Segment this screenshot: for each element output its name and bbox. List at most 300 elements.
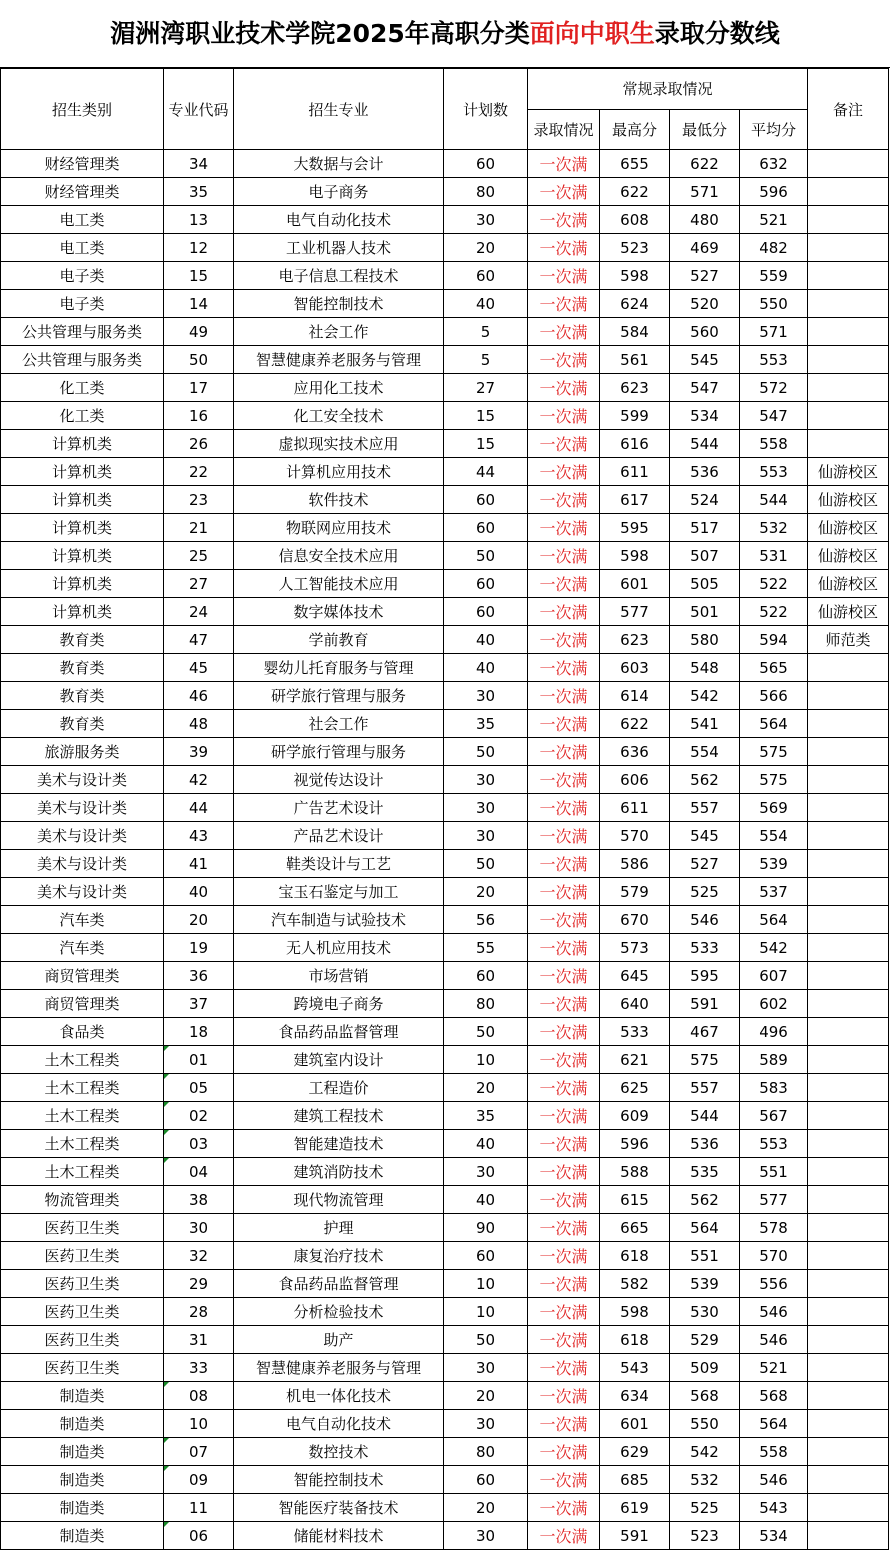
table-row bbox=[1, 1018, 889, 1046]
cell-max bbox=[600, 794, 670, 822]
table-row bbox=[1, 598, 889, 626]
cell-plan bbox=[444, 794, 528, 822]
cell-note bbox=[808, 1438, 889, 1466]
cell-min bbox=[670, 1438, 740, 1466]
cell-category-text: 制造类 bbox=[59, 1499, 105, 1517]
cell-avg bbox=[740, 458, 808, 486]
header-category: 招生类别 bbox=[1, 69, 164, 150]
cell-min-text: 505 bbox=[690, 574, 719, 593]
cell-note bbox=[808, 1074, 889, 1102]
cell-category bbox=[1, 710, 164, 738]
cell-code-text: 31 bbox=[188, 1330, 209, 1349]
cell-status bbox=[528, 262, 600, 290]
cell-avg-text: 570 bbox=[759, 1246, 788, 1265]
table-row bbox=[1, 850, 889, 878]
cell-status-text: 一次满 bbox=[539, 519, 588, 538]
cell-major bbox=[234, 906, 444, 934]
cell-plan bbox=[444, 1298, 528, 1326]
cell-avg bbox=[740, 822, 808, 850]
cell-min bbox=[670, 458, 740, 486]
cell-status-text: 一次满 bbox=[539, 659, 588, 678]
header-plan: 计划数 bbox=[444, 69, 528, 150]
cell-category bbox=[1, 1186, 164, 1214]
cell-category bbox=[1, 682, 164, 710]
cell-status-text: 一次满 bbox=[539, 1527, 588, 1546]
table-row bbox=[1, 1354, 889, 1382]
cell-note bbox=[808, 178, 889, 206]
cell-plan bbox=[444, 1158, 528, 1186]
cell-note bbox=[808, 766, 889, 794]
cell-min-text: 557 bbox=[690, 798, 719, 817]
cell-note-text: 仙游校区 bbox=[818, 519, 879, 537]
cell-plan bbox=[444, 150, 528, 178]
cell-min bbox=[670, 150, 740, 178]
cell-avg-text: 482 bbox=[759, 238, 788, 257]
cell-category-text: 制造类 bbox=[59, 1443, 105, 1461]
cell-status-text: 一次满 bbox=[539, 379, 588, 398]
cell-code-text: 44 bbox=[188, 798, 209, 817]
cell-min-text: 547 bbox=[690, 378, 719, 397]
cell-plan bbox=[444, 878, 528, 906]
cell-max bbox=[600, 178, 670, 206]
cell-plan-text: 35 bbox=[475, 714, 496, 733]
cell-min-text: 535 bbox=[690, 1162, 719, 1181]
cell-code-text: 13 bbox=[188, 210, 209, 229]
cell-status bbox=[528, 150, 600, 178]
cell-max bbox=[600, 542, 670, 570]
cell-max bbox=[600, 962, 670, 990]
cell-max bbox=[600, 430, 670, 458]
cell-avg-text: 565 bbox=[759, 658, 788, 677]
cell-max-text: 591 bbox=[620, 1526, 649, 1545]
cell-max bbox=[600, 486, 670, 514]
cell-max-text: 595 bbox=[620, 518, 649, 537]
cell-plan-text: 40 bbox=[475, 1190, 496, 1209]
cell-min bbox=[670, 1382, 740, 1410]
cell-max bbox=[600, 150, 670, 178]
cell-category bbox=[1, 290, 164, 318]
cell-status-text: 一次满 bbox=[539, 1135, 588, 1154]
cell-category-text: 商贸管理类 bbox=[44, 967, 120, 985]
cell-note bbox=[808, 1214, 889, 1242]
cell-status bbox=[528, 934, 600, 962]
cell-major bbox=[234, 1186, 444, 1214]
cell-category-text: 美术与设计类 bbox=[36, 799, 127, 817]
cell-plan-text: 5 bbox=[480, 350, 491, 369]
cell-plan bbox=[444, 1410, 528, 1438]
cell-avg bbox=[740, 654, 808, 682]
cell-avg bbox=[740, 150, 808, 178]
table-row bbox=[1, 962, 889, 990]
cell-status-text: 一次满 bbox=[539, 575, 588, 594]
cell-category bbox=[1, 1494, 164, 1522]
cell-note bbox=[808, 710, 889, 738]
table-row bbox=[1, 458, 889, 486]
cell-max bbox=[600, 1354, 670, 1382]
cell-avg-text: 532 bbox=[759, 518, 788, 537]
cell-max-text: 598 bbox=[620, 266, 649, 285]
cell-major bbox=[234, 374, 444, 402]
cell-note bbox=[808, 430, 889, 458]
cell-category bbox=[1, 402, 164, 430]
cell-avg bbox=[740, 290, 808, 318]
cell-plan-text: 44 bbox=[475, 462, 496, 481]
cell-avg-text: 521 bbox=[759, 210, 788, 229]
table-row bbox=[1, 738, 889, 766]
cell-major-text: 人工智能技术应用 bbox=[278, 575, 399, 593]
cell-category-text: 美术与设计类 bbox=[36, 883, 127, 901]
cell-min bbox=[670, 486, 740, 514]
cell-major bbox=[234, 738, 444, 766]
cell-plan-text: 10 bbox=[475, 1050, 496, 1069]
cell-code-text: 48 bbox=[188, 714, 209, 733]
cell-status-text: 一次满 bbox=[539, 435, 588, 454]
cell-code-text: 39 bbox=[188, 742, 209, 761]
cell-min bbox=[670, 178, 740, 206]
table-row bbox=[1, 710, 889, 738]
table-row bbox=[1, 1466, 889, 1494]
cell-category-text: 教育类 bbox=[59, 715, 105, 733]
cell-major-text: 研学旅行管理与服务 bbox=[270, 743, 406, 761]
cell-major-text: 鞋类设计与工艺 bbox=[285, 855, 391, 873]
cell-category-text: 计算机类 bbox=[51, 575, 112, 593]
cell-note bbox=[808, 1326, 889, 1354]
cell-avg bbox=[740, 738, 808, 766]
cell-min bbox=[670, 598, 740, 626]
cell-category-text: 化工类 bbox=[59, 407, 105, 425]
cell-marker-icon bbox=[164, 1102, 169, 1107]
cell-plan-text: 20 bbox=[475, 1498, 496, 1517]
cell-code-text: 50 bbox=[188, 350, 209, 369]
cell-min bbox=[670, 1354, 740, 1382]
cell-major-text: 智能控制技术 bbox=[293, 1471, 384, 1489]
cell-max bbox=[600, 262, 670, 290]
cell-min bbox=[670, 822, 740, 850]
cell-major bbox=[234, 1046, 444, 1074]
cell-category-text: 电子类 bbox=[59, 295, 105, 313]
cell-note bbox=[808, 878, 889, 906]
cell-plan bbox=[444, 514, 528, 542]
cell-major-text: 食品药品监督管理 bbox=[278, 1275, 399, 1293]
cell-major bbox=[234, 1438, 444, 1466]
cell-note-text: 仙游校区 bbox=[818, 603, 879, 621]
cell-code bbox=[164, 346, 234, 374]
cell-major-text: 电子商务 bbox=[308, 183, 369, 201]
cell-major-text: 数控技术 bbox=[308, 1443, 369, 1461]
cell-category-text: 制造类 bbox=[59, 1415, 105, 1433]
cell-major bbox=[234, 1102, 444, 1130]
cell-avg bbox=[740, 1298, 808, 1326]
cell-min bbox=[670, 1018, 740, 1046]
table-row bbox=[1, 822, 889, 850]
cell-major-text: 电气自动化技术 bbox=[285, 211, 391, 229]
cell-note-text: 师范类 bbox=[825, 631, 871, 649]
cell-major bbox=[234, 346, 444, 374]
cell-category bbox=[1, 1410, 164, 1438]
cell-min bbox=[670, 1466, 740, 1494]
cell-code bbox=[164, 178, 234, 206]
cell-major-text: 智慧健康养老服务与管理 bbox=[255, 1359, 421, 1377]
cell-major-text: 婴幼儿托育服务与管理 bbox=[263, 659, 414, 677]
cell-plan-text: 20 bbox=[475, 1078, 496, 1097]
cell-major bbox=[234, 178, 444, 206]
cell-code bbox=[164, 262, 234, 290]
cell-code-text: 46 bbox=[188, 686, 209, 705]
cell-status bbox=[528, 1074, 600, 1102]
cell-category-text: 计算机类 bbox=[51, 519, 112, 537]
cell-major bbox=[234, 1242, 444, 1270]
cell-note bbox=[808, 150, 889, 178]
cell-category-text: 医药卫生类 bbox=[44, 1247, 120, 1265]
cell-major bbox=[234, 766, 444, 794]
cell-status bbox=[528, 850, 600, 878]
cell-status-text: 一次满 bbox=[539, 995, 588, 1014]
cell-category-text: 制造类 bbox=[59, 1471, 105, 1489]
cell-major bbox=[234, 458, 444, 486]
cell-category bbox=[1, 878, 164, 906]
cell-avg bbox=[740, 1270, 808, 1298]
cell-max-text: 584 bbox=[620, 322, 649, 341]
cell-major-text: 广告艺术设计 bbox=[293, 799, 384, 817]
cell-category-text: 土木工程类 bbox=[44, 1107, 120, 1125]
cell-category-text: 美术与设计类 bbox=[36, 771, 127, 789]
cell-major-text: 数字媒体技术 bbox=[293, 603, 384, 621]
cell-category-text: 财经管理类 bbox=[44, 183, 120, 201]
cell-category-text: 制造类 bbox=[59, 1527, 105, 1545]
cell-plan-text: 40 bbox=[475, 1134, 496, 1153]
cell-avg-text: 564 bbox=[759, 714, 788, 733]
cell-status bbox=[528, 542, 600, 570]
table-row bbox=[1, 178, 889, 206]
cell-max bbox=[600, 990, 670, 1018]
cell-min bbox=[670, 1102, 740, 1130]
cell-note bbox=[808, 990, 889, 1018]
cell-status bbox=[528, 906, 600, 934]
cell-avg-text: 569 bbox=[759, 798, 788, 817]
cell-note bbox=[808, 626, 889, 654]
table-row bbox=[1, 1186, 889, 1214]
cell-marker-icon bbox=[164, 1130, 169, 1135]
cell-min-text: 554 bbox=[690, 742, 719, 761]
cell-status-text: 一次满 bbox=[539, 183, 588, 202]
cell-avg-text: 537 bbox=[759, 882, 788, 901]
cell-plan-text: 30 bbox=[475, 826, 496, 845]
cell-min bbox=[670, 1494, 740, 1522]
cell-plan-text: 15 bbox=[475, 406, 496, 425]
cell-plan-text: 50 bbox=[475, 1022, 496, 1041]
cell-note bbox=[808, 1046, 889, 1074]
cell-plan-text: 10 bbox=[475, 1302, 496, 1321]
cell-min-text: 536 bbox=[690, 1134, 719, 1153]
header-max: 最高分 bbox=[600, 109, 670, 150]
cell-code bbox=[164, 1158, 234, 1186]
cell-plan bbox=[444, 738, 528, 766]
cell-code bbox=[164, 1466, 234, 1494]
cell-status-text: 一次满 bbox=[539, 743, 588, 762]
table-body bbox=[1, 150, 889, 1550]
cell-avg bbox=[740, 514, 808, 542]
cell-plan bbox=[444, 1102, 528, 1130]
cell-avg bbox=[740, 1410, 808, 1438]
cell-code-text: 19 bbox=[188, 938, 209, 957]
table-row bbox=[1, 1410, 889, 1438]
table-row bbox=[1, 1522, 889, 1550]
cell-status-text: 一次满 bbox=[539, 491, 588, 510]
cell-min bbox=[670, 1522, 740, 1550]
cell-code bbox=[164, 1214, 234, 1242]
cell-max-text: 619 bbox=[620, 1498, 649, 1517]
cell-status bbox=[528, 1354, 600, 1382]
cell-avg-text: 542 bbox=[759, 938, 788, 957]
cell-status bbox=[528, 346, 600, 374]
cell-category bbox=[1, 1466, 164, 1494]
cell-code bbox=[164, 682, 234, 710]
cell-category-text: 教育类 bbox=[59, 687, 105, 705]
cell-max bbox=[600, 1382, 670, 1410]
cell-plan-text: 60 bbox=[475, 1470, 496, 1489]
cell-category bbox=[1, 934, 164, 962]
cell-avg-text: 566 bbox=[759, 686, 788, 705]
cell-min bbox=[670, 346, 740, 374]
cell-code-text: 32 bbox=[188, 1246, 209, 1265]
cell-code-text: 37 bbox=[188, 994, 209, 1013]
cell-code bbox=[164, 1410, 234, 1438]
cell-max bbox=[600, 458, 670, 486]
cell-code-text: 45 bbox=[188, 658, 209, 677]
table-row bbox=[1, 766, 889, 794]
cell-category-text: 计算机类 bbox=[51, 547, 112, 565]
cell-major-text: 助产 bbox=[323, 1331, 354, 1349]
cell-avg bbox=[740, 1354, 808, 1382]
cell-category bbox=[1, 626, 164, 654]
cell-avg-text: 521 bbox=[759, 1358, 788, 1377]
cell-category bbox=[1, 1438, 164, 1466]
cell-plan bbox=[444, 990, 528, 1018]
cell-status-text: 一次满 bbox=[539, 1247, 588, 1266]
cell-category-text: 土木工程类 bbox=[44, 1051, 120, 1069]
cell-plan bbox=[444, 1494, 528, 1522]
cell-note bbox=[808, 1270, 889, 1298]
cell-min bbox=[670, 374, 740, 402]
cell-major-text: 视觉传达设计 bbox=[293, 771, 384, 789]
cell-avg bbox=[740, 710, 808, 738]
cell-avg bbox=[740, 1074, 808, 1102]
cell-status-text: 一次满 bbox=[539, 1359, 588, 1378]
cell-plan-text: 5 bbox=[480, 322, 491, 341]
cell-status-text: 一次满 bbox=[539, 631, 588, 650]
cell-min-text: 562 bbox=[690, 1190, 719, 1209]
cell-plan bbox=[444, 318, 528, 346]
cell-code-text: 33 bbox=[188, 1358, 209, 1377]
cell-status bbox=[528, 458, 600, 486]
cell-plan bbox=[444, 234, 528, 262]
cell-note bbox=[808, 206, 889, 234]
cell-code-text: 41 bbox=[188, 854, 209, 873]
cell-avg-text: 531 bbox=[759, 546, 788, 565]
cell-max bbox=[600, 1158, 670, 1186]
cell-category bbox=[1, 1102, 164, 1130]
cell-avg bbox=[740, 1186, 808, 1214]
cell-max bbox=[600, 514, 670, 542]
cell-plan-text: 60 bbox=[475, 154, 496, 173]
cell-major-text: 工程造价 bbox=[308, 1079, 369, 1097]
cell-major-text: 无人机应用技术 bbox=[285, 939, 391, 957]
cell-min-text: 527 bbox=[690, 266, 719, 285]
header-note: 备注 bbox=[808, 69, 889, 150]
cell-code-text: 21 bbox=[188, 518, 209, 537]
cell-status bbox=[528, 1270, 600, 1298]
cell-max-text: 618 bbox=[620, 1330, 649, 1349]
cell-category-text: 计算机类 bbox=[51, 491, 112, 509]
cell-max-text: 629 bbox=[620, 1442, 649, 1461]
cell-category bbox=[1, 430, 164, 458]
table-row bbox=[1, 290, 889, 318]
cell-major bbox=[234, 822, 444, 850]
cell-major bbox=[234, 570, 444, 598]
cell-major bbox=[234, 1270, 444, 1298]
table-row bbox=[1, 1326, 889, 1354]
cell-code bbox=[164, 1494, 234, 1522]
cell-avg bbox=[740, 542, 808, 570]
cell-major bbox=[234, 234, 444, 262]
cell-category bbox=[1, 542, 164, 570]
cell-code-text: 07 bbox=[188, 1442, 209, 1461]
cell-max-text: 601 bbox=[620, 1414, 649, 1433]
cell-min bbox=[670, 682, 740, 710]
cell-code-text: 40 bbox=[188, 882, 209, 901]
cell-max-text: 625 bbox=[620, 1078, 649, 1097]
cell-note bbox=[808, 1382, 889, 1410]
cell-code-text: 04 bbox=[188, 1162, 209, 1181]
cell-avg bbox=[740, 598, 808, 626]
cell-plan-text: 30 bbox=[475, 686, 496, 705]
cell-note bbox=[808, 374, 889, 402]
cell-avg-text: 572 bbox=[759, 378, 788, 397]
cell-note bbox=[808, 850, 889, 878]
cell-status bbox=[528, 962, 600, 990]
cell-min bbox=[670, 1158, 740, 1186]
cell-major bbox=[234, 1158, 444, 1186]
cell-code-text: 42 bbox=[188, 770, 209, 789]
cell-status bbox=[528, 1438, 600, 1466]
cell-note bbox=[808, 318, 889, 346]
cell-category bbox=[1, 1046, 164, 1074]
cell-major bbox=[234, 990, 444, 1018]
cell-major-text: 应用化工技术 bbox=[293, 379, 384, 397]
cell-category-text: 电工类 bbox=[59, 239, 105, 257]
cell-marker-icon bbox=[164, 1466, 169, 1471]
cell-category-text: 财经管理类 bbox=[44, 155, 120, 173]
cell-plan-text: 30 bbox=[475, 1526, 496, 1545]
cell-min bbox=[670, 1046, 740, 1074]
cell-code bbox=[164, 290, 234, 318]
cell-category bbox=[1, 486, 164, 514]
cell-note bbox=[808, 262, 889, 290]
cell-max bbox=[600, 906, 670, 934]
cell-plan bbox=[444, 1186, 528, 1214]
cell-avg-text: 578 bbox=[759, 1218, 788, 1237]
cell-note bbox=[808, 1522, 889, 1550]
cell-plan bbox=[444, 682, 528, 710]
cell-major bbox=[234, 514, 444, 542]
cell-major-text: 信息安全技术应用 bbox=[278, 547, 399, 565]
cell-min bbox=[670, 1214, 740, 1242]
cell-major-text: 学前教育 bbox=[308, 631, 369, 649]
cell-major-text: 智能医疗装备技术 bbox=[278, 1499, 399, 1517]
cell-code-text: 17 bbox=[188, 378, 209, 397]
cell-avg-text: 551 bbox=[759, 1162, 788, 1181]
cell-category-text: 美术与设计类 bbox=[36, 855, 127, 873]
